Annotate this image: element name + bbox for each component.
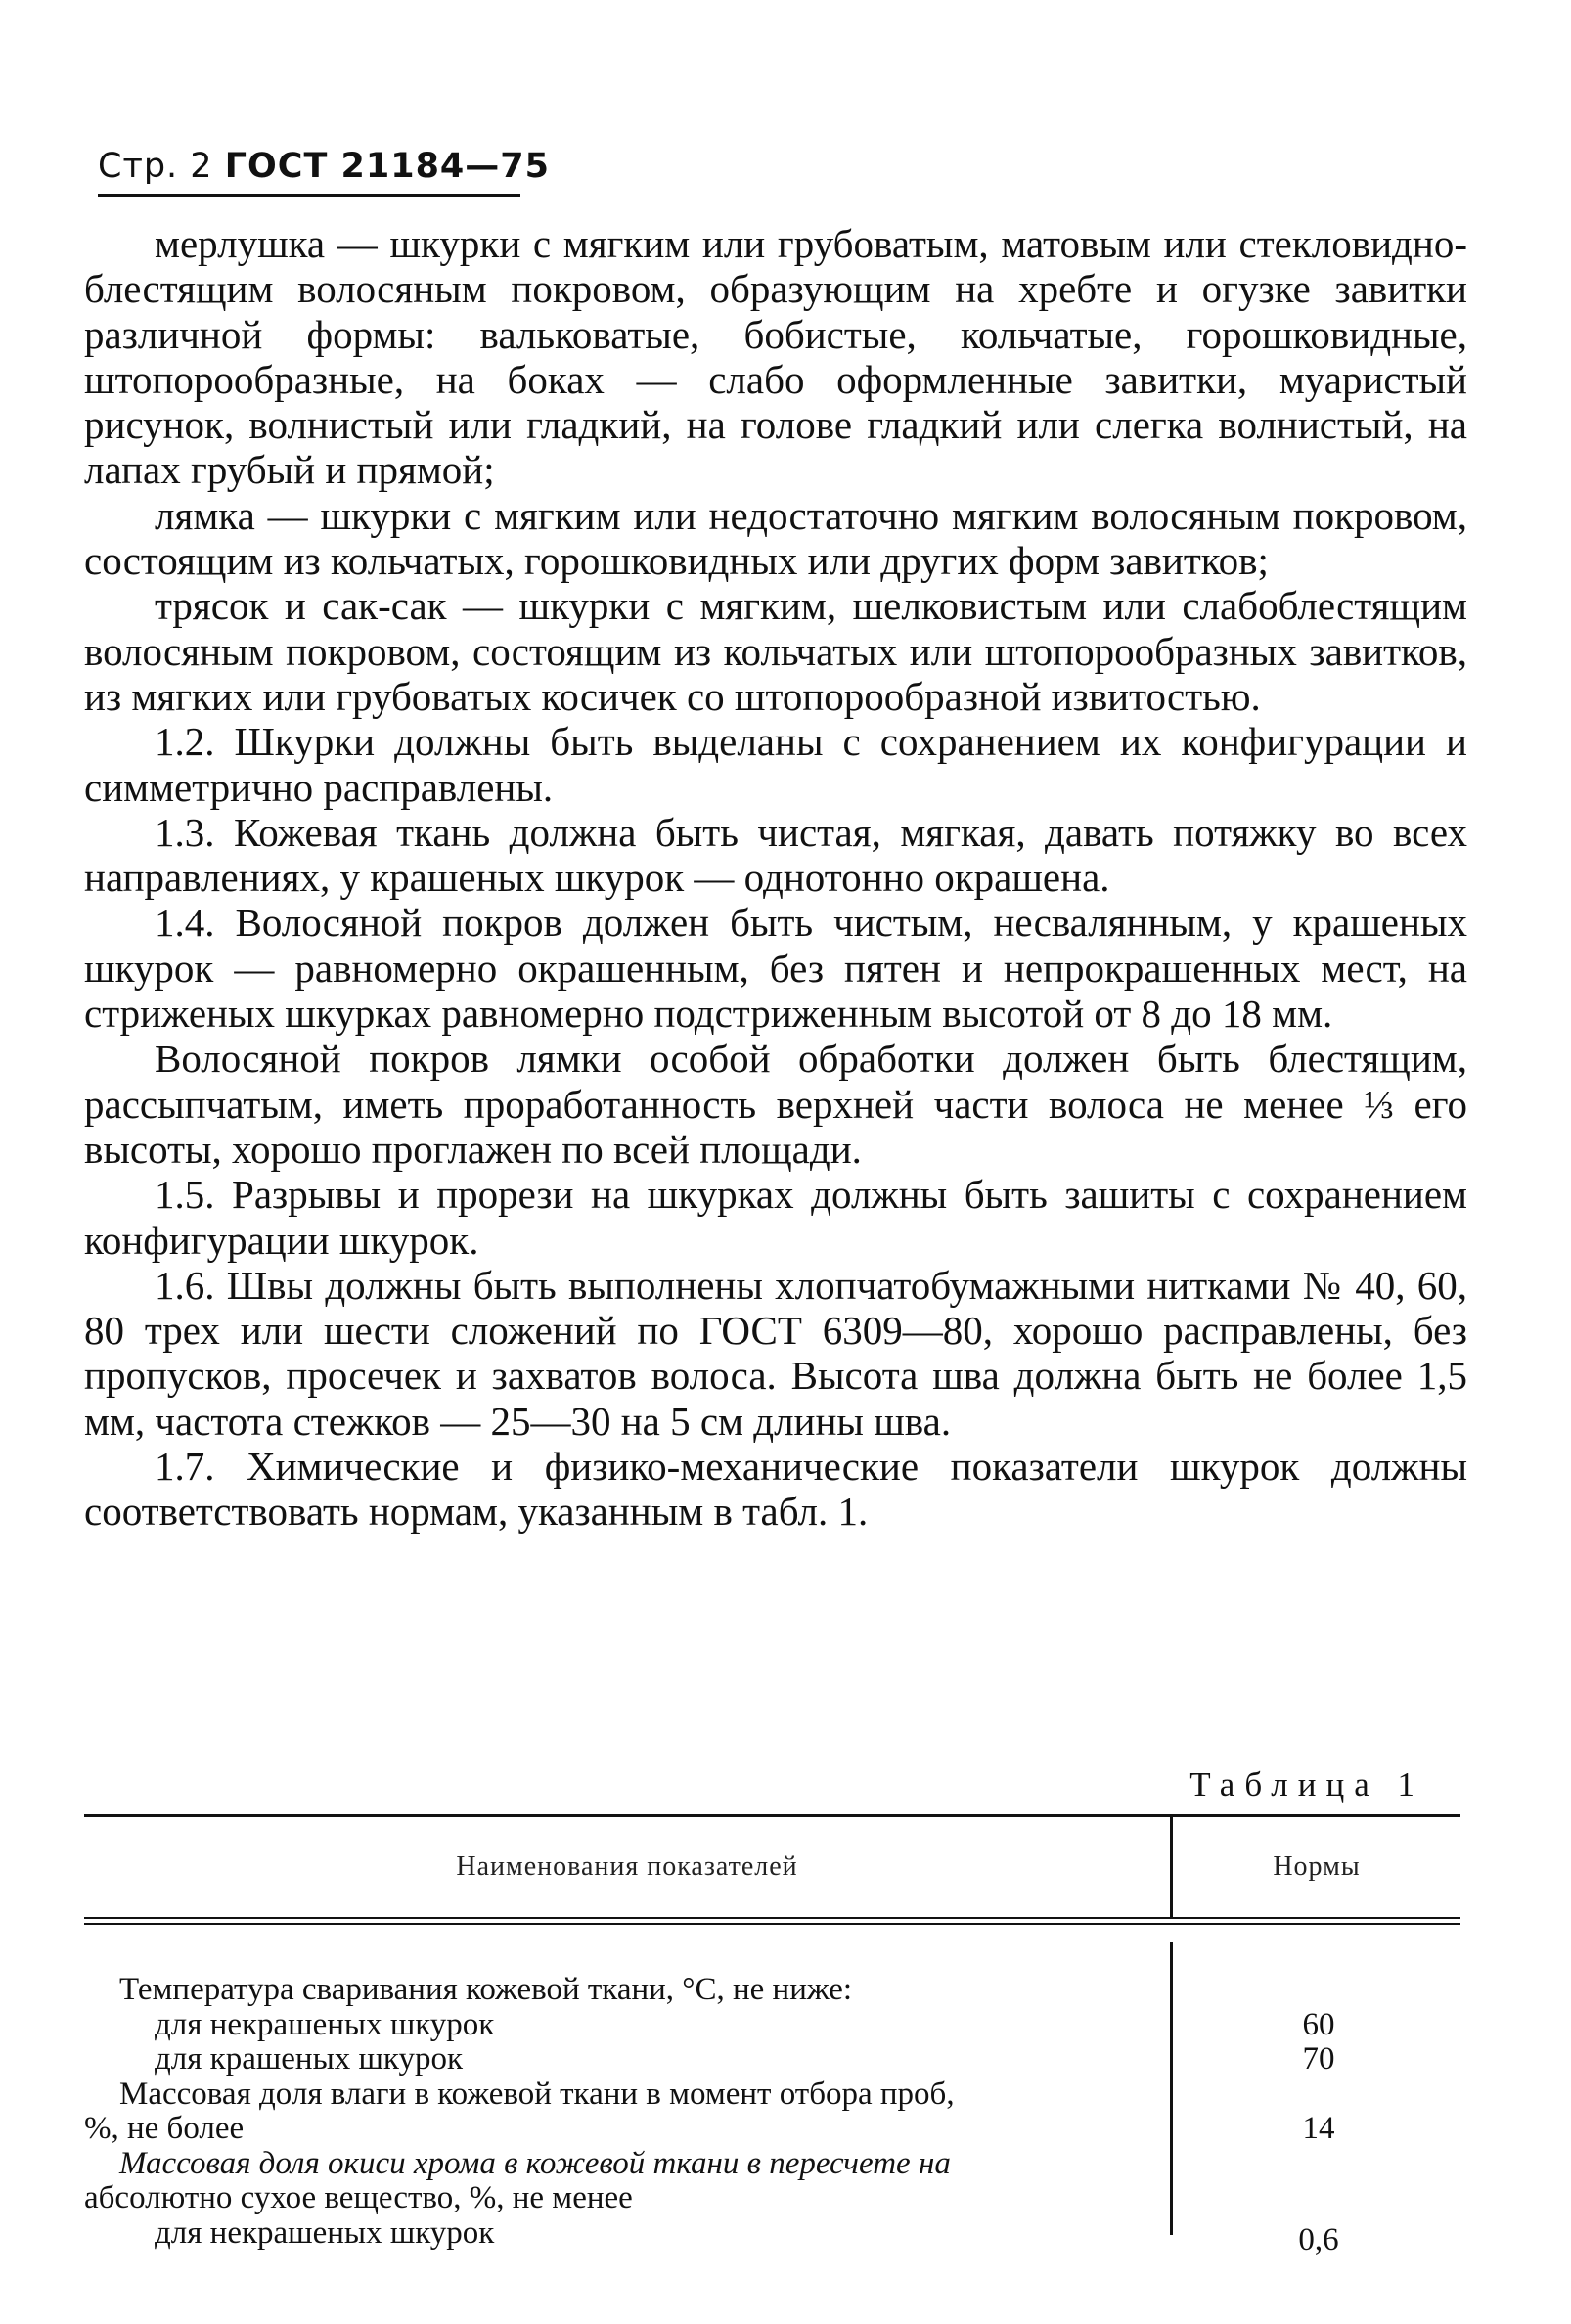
row-label: Температура сваривания кожевой ткани, °С, не ниже:: [119, 1972, 853, 2007]
table-header-rule-2: [84, 1923, 1460, 1925]
row-label: Массовая доля окиси хрома в кожевой ткани в пересчете на: [119, 2146, 951, 2181]
paragraph-merlushka: мерлушка — шкурки с мягким или грубоватым, матовым или стекловидно-блестящим волосяным покровом, образующим на хребте и огузке завитки различной формы: вальковатые, бобистые, кольчатые, горошковидные, штопорообразные, на боках — слабо оформленные завитки, муаристый рисунок, волнистый или гладкий, на голове гладкий или слегка волнистый, на лапах грубый и прямой;: [84, 221, 1467, 493]
table-caption: Таблица 1: [1189, 1765, 1424, 1804]
row-label: %, не более: [84, 2111, 245, 2146]
row-label: для некрашеных шкурок: [155, 2007, 495, 2042]
paragraph-lyamka: лямка — шкурки с мягким или недостаточно мягким волосяным покровом, состоящим из кольчатых, горошковидных или других форм завитков;: [84, 492, 1467, 584]
page-header: [98, 147, 550, 186]
page-number: Стр. 2: [98, 147, 213, 186]
table-body-divider: [1170, 1942, 1173, 2235]
paragraph-1-5: 1.5. Разрывы и прорези на шкурках должны быть зашиты с сохранением конфигурации шкурок.: [84, 1172, 1467, 1263]
row-label: для некрашеных шкурок: [155, 2215, 495, 2251]
paragraph-1-3: 1.3. Кожевая ткань должна быть чистая, мягкая, давать потяжку во всех направлениях, у крашеных шкурок — однотонно окрашена.: [84, 809, 1467, 901]
row-value: 60: [1302, 2007, 1335, 2042]
col-header-norms: Нормы: [1273, 1852, 1361, 1882]
row-label: Массовая доля влаги в кожевой ткани в момент отбора проб,: [119, 2077, 955, 2112]
header-rule: [98, 194, 520, 197]
standard-title: ГОСТ 21184—75: [224, 147, 550, 186]
table-header-rule-1: [84, 1917, 1460, 1919]
row-value: 0,6: [1298, 2222, 1339, 2257]
paragraph-1-6: 1.6. Швы должны быть выполнены хлопчатобумажными нитками № 40, 60, 80 трех или шести сложений по ГОСТ 6309—80, хорошо расправлены, без пропусков, просечек и захватов волоса. Высота шва должна быть не более 1,5 мм, частота стежков — 25—30 на 5 см длины шва.: [84, 1262, 1467, 1444]
row-label: абсолютно сухое вещество, %, не менее: [84, 2180, 633, 2215]
row-value: 14: [1302, 2111, 1335, 2146]
body-text: [84, 221, 1467, 1535]
row-label: для крашеных шкурок: [155, 2041, 464, 2077]
paragraph-tryasok: трясок и сак-сак — шкурки с мягким, шелковистым или слабоблестящим волосяным покровом, состоящим из кольчатых или штопорообразных завитков, из мягких или грубоватых косичек со штопорообразной извитостью.: [84, 583, 1467, 719]
paragraph-1-4: 1.4. Волосяной покров должен быть чистым, несвалянным, у крашеных шкурок — равномерно окрашенным, без пятен и непрокрашенных мест, на стриженых шкурках равномерно подстриженным высотой от 8 до 18 мм.: [84, 900, 1467, 1037]
col-header-indicators: Наименования показателей: [456, 1852, 798, 1882]
paragraph-1-2: 1.2. Шкурки должны быть выделаны с сохранением их конфигурации и симметрично расправлены.: [84, 719, 1467, 810]
row-value: 70: [1302, 2041, 1335, 2077]
paragraph-1-7: 1.7. Химические и физико-механические показатели шкурок должны соответствовать нормам, указанным в табл. 1.: [84, 1444, 1467, 1535]
table-top-rule: [84, 1814, 1460, 1817]
paragraph-lyamka-special: Волосяной покров лямки особой обработки должен быть блестящим, рассыпчатым, иметь проработанность верхней части волоса не менее ⅓ его высоты, хорошо проглажен по всей площади.: [84, 1036, 1467, 1172]
